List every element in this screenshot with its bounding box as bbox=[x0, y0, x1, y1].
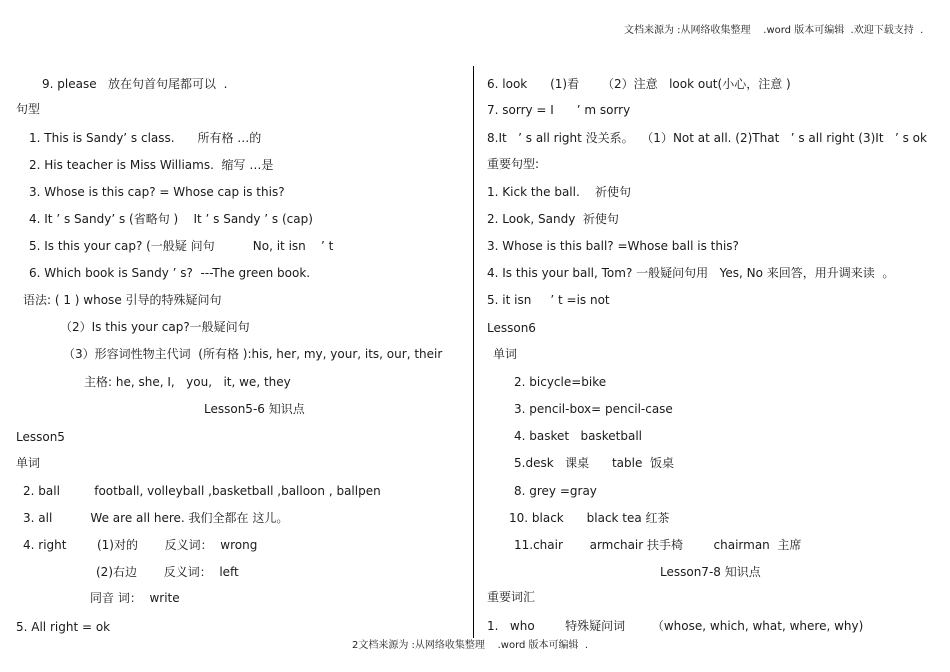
right-line-16: 8. grey =gray bbox=[514, 484, 597, 498]
right-line-11: 单词 bbox=[493, 347, 518, 361]
right-line-17: 10. black black tea 红茶 bbox=[509, 511, 670, 525]
right-line-4: 重要句型: bbox=[487, 157, 540, 171]
left-line-20: 同音 词： write bbox=[90, 591, 180, 605]
footer-source-note: 2文档来源为 :从网络收集整理 .word 版本可编辑 . bbox=[352, 640, 589, 651]
left-line-16: 2. ball football, volleyball ,basketball ,balloon , ballpen bbox=[23, 484, 381, 498]
left-line-9: 语法: ( 1 ) whose 引导的特殊疑问句 bbox=[23, 293, 222, 307]
right-line-18: 11.chair armchair 扶手椅 chairman 主席 bbox=[514, 538, 802, 552]
left-line-2: 句型 bbox=[16, 102, 41, 116]
column-divider bbox=[473, 66, 474, 638]
right-line-14: 4. basket basketball bbox=[514, 429, 643, 443]
right-line-12: 2. bicycle=bike bbox=[514, 375, 607, 389]
left-line-1: 9. please 放在句首句尾都可以 . bbox=[42, 77, 228, 91]
left-line-12: 主格: he, she, I, you, it, we, they bbox=[84, 375, 291, 389]
header-source-note: 文档来源为 :从网络收集整理 .word 版本可编辑 .欢迎下载支持 . bbox=[624, 25, 924, 36]
left-line-8: 6. Which book is Sandy ’ s? ---The green book. bbox=[29, 266, 311, 280]
right-line-5: 1. Kick the ball. 祈使句 bbox=[487, 185, 632, 199]
right-line-8: 4. Is this your ball, Tom? 一般疑问句用 Yes, No 来回答，用升调来读 。 bbox=[487, 266, 895, 280]
left-line-13: Lesson5-6 知识点 bbox=[204, 402, 305, 416]
left-line-17: 3. all We are all here. 我们全都在 这儿。 bbox=[23, 511, 289, 525]
right-line-2: 7. sorry = I ’ m sorry bbox=[487, 103, 631, 117]
left-line-6: 4. It ’ s Sandy’ s (省略句 ) It ’ s Sandy ’ s (cap) bbox=[29, 212, 313, 226]
right-line-19: Lesson7-8 知识点 bbox=[660, 565, 761, 579]
left-line-3: 1. This is Sandy’ s class. 所有格 …的 bbox=[29, 131, 262, 145]
left-line-11: （3）形容词性物主代词 (所有格 ):his, her, my, your, its, our, their bbox=[63, 347, 443, 361]
left-line-21: 5. All right = ok bbox=[16, 620, 111, 634]
right-line-20: 重要词汇 bbox=[487, 590, 536, 604]
right-line-1: 6. look (1)看 （2）注意 look out(小心，注意 ) bbox=[487, 77, 791, 91]
right-line-13: 3. pencil-box= pencil-case bbox=[514, 402, 673, 416]
left-line-10: （2）Is this your cap?一般疑问句 bbox=[60, 320, 250, 334]
right-line-7: 3. Whose is this ball? =Whose ball is this? bbox=[487, 239, 739, 253]
left-line-5: 3. Whose is this cap? = Whose cap is this? bbox=[29, 185, 285, 199]
left-line-18: 4. right (1)对的 反义词： wrong bbox=[23, 538, 258, 552]
left-line-7: 5. Is this your cap? (一般疑 问句 No, it isn ’ t bbox=[29, 239, 334, 253]
right-line-3: 8.It ’ s all right 没关系。 （1）Not at all. (2)That ’ s all right (3)It ’ s ok bbox=[487, 131, 927, 145]
right-line-21: 1. who 特殊疑问词 （whose, which, what, where, why) bbox=[487, 619, 864, 633]
left-line-4: 2. His teacher is Miss Williams. 缩写 …是 bbox=[29, 158, 274, 172]
right-line-15: 5.desk 课桌 table 饭桌 bbox=[514, 456, 675, 470]
left-line-19: (2)右边 反义词： left bbox=[96, 565, 239, 579]
right-line-6: 2. Look, Sandy 祈使句 bbox=[487, 212, 619, 226]
right-line-10: Lesson6 bbox=[487, 321, 536, 335]
right-line-9: 5. it isn ’ t =is not bbox=[487, 293, 610, 307]
left-line-15: 单词 bbox=[16, 456, 41, 470]
left-line-14: Lesson5 bbox=[16, 430, 65, 444]
